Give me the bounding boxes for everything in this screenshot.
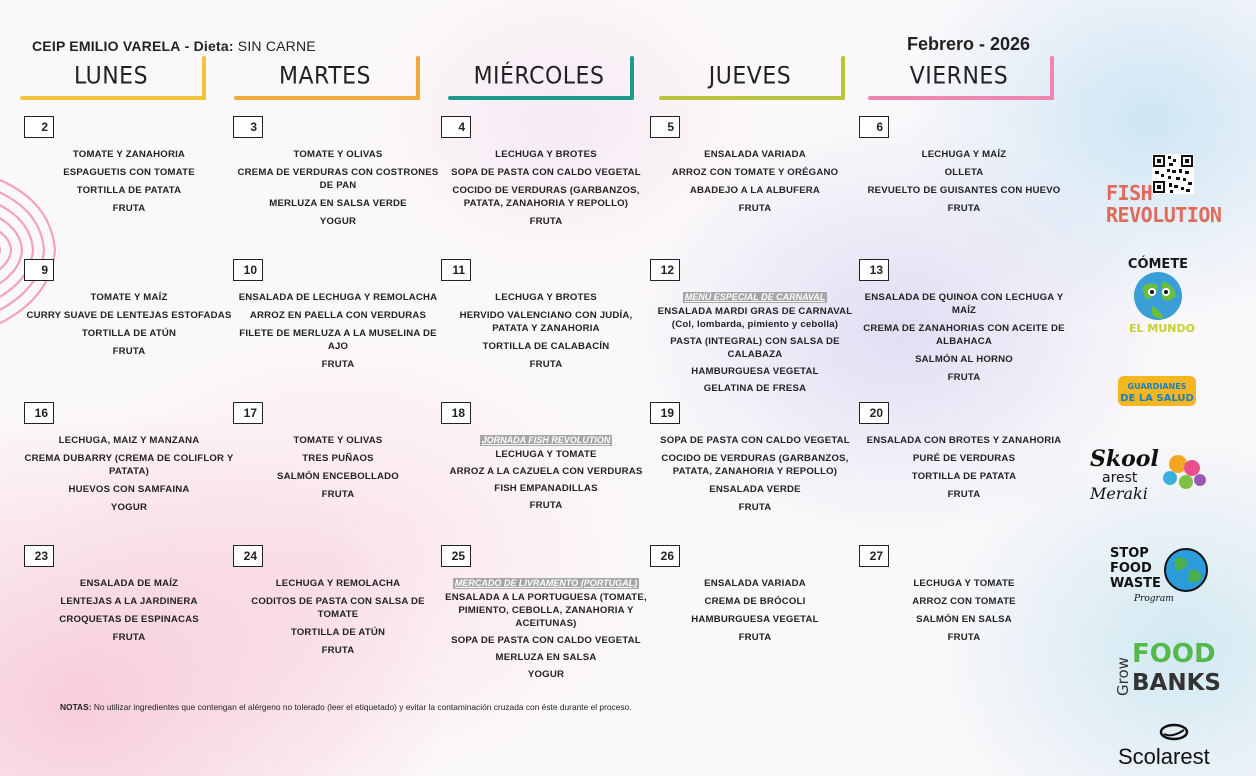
day-header-name: VIERNES <box>909 63 1009 90</box>
menu-item: ARROZ CON TOMATE Y ORÉGANO <box>671 167 839 178</box>
menu-item: CREMA DE ZANAHORIAS CON ACEITE DE ALBAHACA <box>863 323 1065 347</box>
menu-item: FRUTA <box>321 645 355 656</box>
menu-item: FRUTA <box>321 489 355 500</box>
menu-item: YOGUR <box>110 502 148 513</box>
day-number: 3 <box>233 116 263 138</box>
menu-item: SOPA DE PASTA CON CALDO VEGETAL <box>451 635 641 646</box>
day-header-corner <box>202 56 206 100</box>
day-number: 26 <box>650 545 680 567</box>
skool-logo-line3: Meraki <box>1090 484 1148 503</box>
day-header-corner <box>416 56 420 100</box>
menu-item: ABADEJO A LA ALBUFERA <box>689 185 821 196</box>
menu-item: ARROZ A LA CAZUELA CON VERDURAS <box>449 466 643 477</box>
day-number: 11 <box>441 259 471 281</box>
salud-logo-line1: GUARDIANES <box>1127 382 1187 391</box>
menu-item: LECHUGA Y REMOLACHA <box>275 578 401 589</box>
stop-food-waste-logo <box>1108 540 1212 608</box>
day-header-underline <box>448 96 634 100</box>
notes <box>60 702 632 712</box>
menu-item: FISH EMPANADILLAS <box>494 483 598 494</box>
menu-item: FRUTA <box>947 372 981 383</box>
mundo-logo-line2: EL MUNDO <box>1129 322 1195 335</box>
menu-item: LECHUGA Y BROTES <box>495 292 597 303</box>
scolarest-logo-text: Scolarest <box>1118 744 1210 769</box>
day-number: 18 <box>441 402 471 424</box>
menu-item: YOGUR <box>527 669 565 680</box>
menu-items <box>441 573 651 683</box>
diet-value: SIN CARNE <box>237 38 316 54</box>
menu-item: FRUTA <box>112 632 146 643</box>
menu-items <box>24 577 234 687</box>
day-header-name: LUNES <box>73 63 149 90</box>
day-number: 27 <box>859 545 889 567</box>
mundo-logo-line1: CÓMETE <box>1127 257 1189 272</box>
menu-item: CREMA DUBARRY (CREMA DE COLIFLOR Y PATATA) <box>24 453 234 477</box>
diet-label: - Dieta: <box>184 38 234 54</box>
month-title: Febrero - 2026 <box>907 34 1031 54</box>
menu-item: FRUTA <box>947 632 981 643</box>
menu-items <box>233 148 443 266</box>
salud-logo-line2: DE LA SALUD <box>1120 393 1194 404</box>
menu-item: ENSALADA VERDE <box>709 484 801 495</box>
grow-logo-line3: BANKS <box>1132 670 1221 696</box>
day-header-name: JUEVES <box>708 63 792 90</box>
menu-item: YOGUR <box>319 216 357 227</box>
menu-item: MERLUZA EN SALSA <box>495 652 597 663</box>
menu-item: ARROZ EN PAELLA CON VERDURAS <box>249 310 427 321</box>
menu-items <box>859 577 1069 687</box>
menu-items <box>650 577 860 687</box>
menu-item: LECHUGA, MAIZ Y MANZANA <box>58 435 200 446</box>
menu-items <box>859 291 1069 401</box>
menu-items <box>441 291 651 401</box>
menu-item: ENSALADA DE MAÍZ <box>79 578 179 589</box>
day-header-corner <box>1050 56 1054 100</box>
menu-item: FRUTA <box>738 502 772 513</box>
fish-logo-line2: REVOLUTION <box>1106 203 1222 227</box>
menu-item: TORTILLA DE PATATA <box>911 471 1017 482</box>
skool-logo-line2: arest <box>1102 470 1138 486</box>
special-event-label: MENÚ ESPECIAL DE CARNAVAL <box>684 292 826 302</box>
menu-item: ESPAGUETIS CON TOMATE <box>63 167 195 178</box>
menu-item: FRUTA <box>112 346 146 357</box>
menu-items <box>859 148 1069 266</box>
notes-label: NOTAS: <box>60 702 92 712</box>
comete-el-mundo-logo <box>1112 252 1204 338</box>
menu-item: FRUTA <box>738 632 772 643</box>
menu-item: TOMATE Y MAÍZ <box>90 292 168 303</box>
menu-item: LECHUGA Y BROTES <box>495 149 597 160</box>
menu-item: FRUTA <box>529 216 563 227</box>
day-number: 6 <box>859 116 889 138</box>
menu-item: ENSALADA MARDI GRAS DE CARNAVAL (Col, lombarda, pimiento y cebolla) <box>657 306 853 330</box>
menu-item: TOMATE Y OLIVAS <box>293 149 383 160</box>
notes-text: No utilizar ingredientes que contengan el alérgeno no tolerado (leer el etiquetado) y evitar la contaminación cruzada con éste durante el proceso. <box>93 702 632 712</box>
menu-item: FRUTA <box>529 359 563 370</box>
day-number: 10 <box>233 259 263 281</box>
day-header-4 <box>868 54 1054 100</box>
day-number: 20 <box>859 402 889 424</box>
menu-item: FRUTA <box>738 203 772 214</box>
menu-items <box>441 430 651 548</box>
menu-item: HUEVOS CON SAMFAINA <box>68 484 190 495</box>
fish-revolution-logo <box>1106 182 1221 226</box>
skool-arest-meraki-logo <box>1088 444 1210 504</box>
day-number: 9 <box>24 259 54 281</box>
grow-logo-line2: FOOD <box>1132 639 1216 669</box>
menu-item: FRUTA <box>321 359 355 370</box>
day-header-0 <box>20 54 206 100</box>
day-number: 17 <box>233 402 263 424</box>
day-number: 19 <box>650 402 680 424</box>
menu-items <box>650 148 860 266</box>
day-header-2 <box>448 54 634 100</box>
grow-logo-line1: Grow <box>1114 657 1132 696</box>
stop-logo-line2: FOOD <box>1110 561 1152 576</box>
menu-item: TORTILLA DE ATÚN <box>290 627 386 638</box>
menu-item: TOMATE Y ZANAHORIA <box>72 149 186 160</box>
menu-item: LECHUGA Y MAÍZ <box>921 149 1007 160</box>
day-header-underline <box>868 96 1054 100</box>
day-number: 2 <box>24 116 54 138</box>
day-number: 23 <box>24 545 54 567</box>
menu-item: HAMBURGUESA VEGETAL <box>691 614 819 625</box>
menu-item: ENSALADA A LA PORTUGUESA (TOMATE, PIMIENTO, CEBOLLA, ZANAHORIA Y ACEITUNAS) <box>445 592 647 629</box>
menu-item: CREMA DE BRÓCOLI <box>704 596 806 607</box>
menu-item: REVUELTO DE GUISANTES CON HUEVO <box>867 185 1061 196</box>
special-event-label: JORNADA FISH REVOLUTION <box>481 435 611 445</box>
menu-items <box>233 434 443 552</box>
menu-items <box>650 434 860 552</box>
special-event-wrap <box>650 287 860 305</box>
menu-item: PURÉ DE VERDURAS <box>912 453 1016 464</box>
menu-item: LECHUGA Y TOMATE <box>913 578 1015 589</box>
menu-item: OLLETA <box>944 167 984 178</box>
day-number: 24 <box>233 545 263 567</box>
menu-item: ENSALADA DE LECHUGA Y REMOLACHA <box>238 292 438 303</box>
day-number: 4 <box>441 116 471 138</box>
menu-item: FRUTA <box>112 203 146 214</box>
menu-item: FRUTA <box>529 500 563 511</box>
menu-items <box>650 287 860 397</box>
day-header-underline <box>234 96 420 100</box>
menu-item: TRES PUÑAOS <box>302 453 374 464</box>
menu-item: SOPA DE PASTA CON CALDO VEGETAL <box>660 435 850 446</box>
stop-logo-line3: WASTE <box>1110 576 1161 591</box>
menu-item: FRUTA <box>947 489 981 500</box>
menu-item: ENSALADA VARIADA <box>704 149 806 160</box>
menu-item: ENSALADA DE QUINOA CON LECHUGA Y MAÍZ <box>864 292 1064 316</box>
menu-item: MERLUZA EN SALSA VERDE <box>269 198 407 209</box>
grow-food-banks-logo <box>1112 632 1221 698</box>
menu-item: PASTA (INTEGRAL) CON SALSA DE CALABAZA <box>670 336 840 360</box>
day-number: 13 <box>859 259 889 281</box>
stop-logo-line4: Program <box>1134 594 1174 604</box>
menu-item: CURRY SUAVE DE LENTEJAS ESTOFADAS <box>26 310 232 321</box>
menu-items <box>233 577 443 687</box>
header-school <box>32 38 316 54</box>
menu-item: ENSALADA VARIADA <box>704 578 806 589</box>
menu-item: TOMATE Y OLIVAS <box>293 435 383 446</box>
day-header-corner <box>630 56 634 100</box>
menu-item: HERVIDO VALENCIANO CON JUDÍA, PATATA Y ZANAHORIA <box>459 310 633 334</box>
day-number: 25 <box>441 545 471 567</box>
day-header-1 <box>234 54 420 100</box>
menu-item: TORTILLA DE ATÚN <box>81 328 177 339</box>
menu-item: SOPA DE PASTA CON CALDO VEGETAL <box>451 167 641 178</box>
menu-item: ARROZ CON TOMATE <box>912 596 1016 607</box>
skool-logo-line1: Skool <box>1090 446 1159 472</box>
menu-items <box>859 434 1069 552</box>
day-header-underline <box>659 96 845 100</box>
menu-item: SALMÓN ENCEBOLLADO <box>277 471 399 482</box>
menu-items <box>233 291 443 401</box>
menu-item: TORTILLA DE CALABACÍN <box>482 341 610 352</box>
school-name: CEIP EMILIO VARELA <box>32 38 181 54</box>
menu-item: FILETE DE MERLUZA A LA MUSELINA DE AJO <box>239 328 437 352</box>
special-event-label: MERCADO DE LIVRAMENTO (PORTUGAL) <box>454 578 638 588</box>
menu-item: CROQUETAS DE ESPINACAS <box>59 614 199 625</box>
day-header-name: MIÉRCOLES <box>473 63 605 90</box>
day-header-name: MARTES <box>278 63 372 90</box>
guardianes-de-la-salud-logo <box>1112 370 1202 410</box>
day-number: 5 <box>650 116 680 138</box>
menu-item: SALMÓN EN SALSA <box>916 614 1012 625</box>
day-header-3 <box>659 54 845 100</box>
menu-item: TORTILLA DE PATATA <box>76 185 182 196</box>
menu-item: GELATINA DE FRESA <box>703 383 807 394</box>
menu-item: CODITOS DE PASTA CON SALSA DE TOMATE <box>251 596 425 620</box>
menu-items <box>24 148 234 266</box>
fish-logo-line1: FISH <box>1106 181 1153 205</box>
menu-item: HAMBURGUESA VEGETAL <box>691 366 819 377</box>
menu-item: CREMA DE VERDURAS CON COSTRONES DE PAN <box>237 167 439 191</box>
day-number: 12 <box>650 259 680 281</box>
special-event-wrap <box>441 573 651 591</box>
menu-items <box>24 291 234 401</box>
menu-items <box>441 148 651 266</box>
day-header-underline <box>20 96 206 100</box>
menu-items <box>24 434 234 552</box>
menu-item: FRUTA <box>947 203 981 214</box>
menu-item: ENSALADA CON BROTES Y ZANAHORIA <box>866 435 1062 446</box>
menu-item: COCIDO DE VERDURAS (GARBANZOS, PATATA, ZANAHORIA Y REPOLLO) <box>452 185 640 209</box>
menu-item: SALMÓN AL HORNO <box>915 354 1013 365</box>
day-number: 16 <box>24 402 54 424</box>
scolarest-logo <box>1116 722 1212 768</box>
menu-item: LENTEJAS A LA JARDINERA <box>60 596 198 607</box>
day-header-corner <box>841 56 845 100</box>
menu-item: COCIDO DE VERDURAS (GARBANZOS, PATATA, ZANAHORIA Y REPOLLO) <box>661 453 849 477</box>
menu-item: LECHUGA Y TOMATE <box>495 449 597 460</box>
stop-logo-line1: STOP <box>1110 546 1149 561</box>
special-event-wrap <box>441 430 651 448</box>
